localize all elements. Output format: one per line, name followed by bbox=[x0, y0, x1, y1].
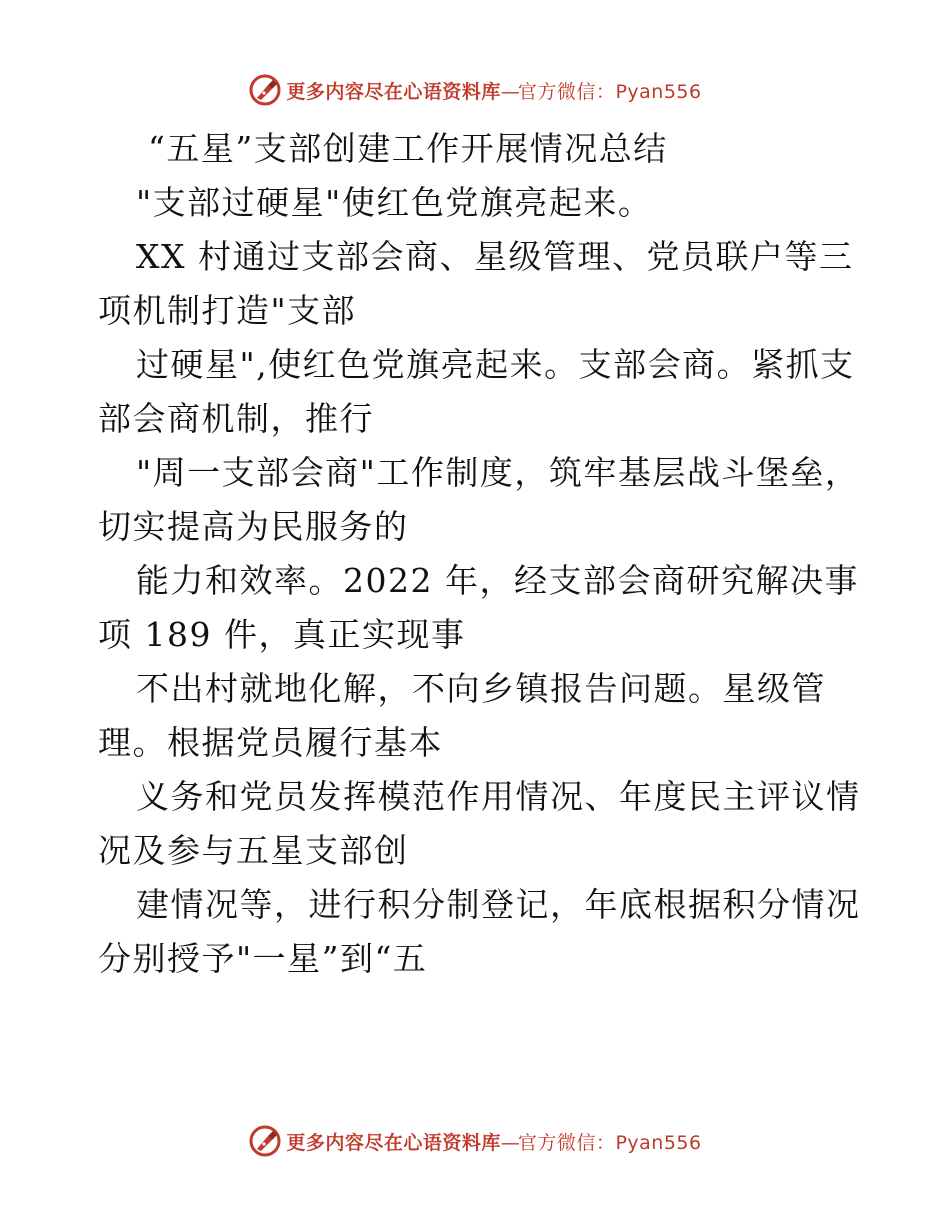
document-title: “五星”支部创建工作开展情况总结 bbox=[148, 129, 668, 168]
watermark-dash: — bbox=[500, 80, 518, 103]
paragraph-line: 义务和党员发挥模范作用情况、年度民主评议情 bbox=[136, 777, 861, 816]
paragraph-line: 不出村就地化解，不向乡镇报告问题。星级管 bbox=[136, 669, 826, 708]
paragraph-line: "支部过硬星"使红色党旗亮起来。 bbox=[136, 183, 653, 222]
watermark-site-name: 更多内容尽在心语资料库 bbox=[286, 1131, 501, 1154]
paragraph-line: XX 村通过支部会商、星级管理、党员联户等三 bbox=[136, 237, 854, 276]
paragraph-line: 项 189 件，真正实现事 bbox=[98, 615, 466, 654]
paragraph-line: 部会商机制，推行 bbox=[98, 399, 374, 438]
watermark-wechat-id: Pyan556 bbox=[615, 80, 702, 103]
watermark-site-name: 更多内容尽在心语资料库 bbox=[286, 80, 501, 103]
paragraph-line: 能力和效率。2022 年，经支部会商研究解决事 bbox=[136, 561, 859, 600]
watermark-banner-bottom bbox=[0, 1121, 950, 1161]
watermark-wechat-label: 官方微信： bbox=[517, 1131, 616, 1154]
paragraph-line: 理。根据党员履行基本 bbox=[98, 723, 443, 762]
watermark-banner-top bbox=[0, 70, 950, 110]
paragraph-line: 建情况等，进行积分制登记，年底根据积分情况 bbox=[136, 885, 861, 924]
watermark-text bbox=[286, 1128, 701, 1155]
paragraph-line: 分别授予"一星”到“五 bbox=[98, 939, 428, 978]
watermark-dash: — bbox=[500, 1131, 518, 1154]
document-body bbox=[98, 122, 861, 986]
paragraph-line: 过硬星",使红色党旗亮起来。支部会商。紧抓支 bbox=[136, 345, 855, 384]
watermark-text bbox=[286, 77, 701, 104]
paragraph-line: 况及参与五星支部创 bbox=[98, 831, 409, 870]
paragraph-line: "周一支部会商"工作制度，筑牢基层战斗堡垒， bbox=[136, 453, 860, 492]
paragraph-line: 项机制打造"支部 bbox=[98, 291, 357, 330]
paragraph-line: 切实提高为民服务的 bbox=[98, 507, 409, 546]
pen-nib-circle-icon bbox=[248, 73, 282, 107]
watermark-wechat-label: 官方微信： bbox=[517, 80, 616, 103]
pen-nib-circle-icon bbox=[248, 1124, 282, 1158]
watermark-wechat-id: Pyan556 bbox=[615, 1131, 702, 1154]
